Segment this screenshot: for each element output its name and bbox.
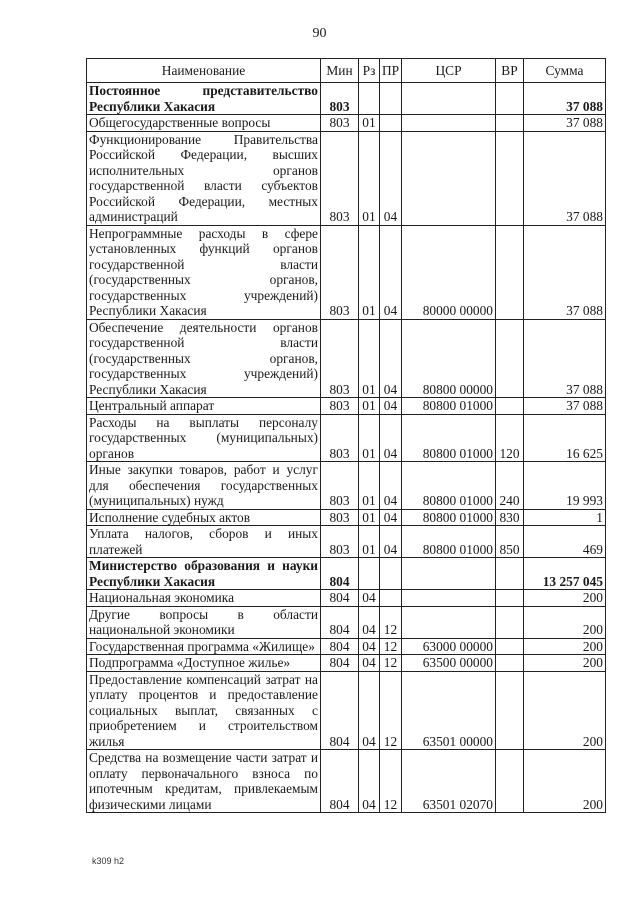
cell-rz: 04	[359, 750, 380, 813]
table-row	[87, 655, 606, 672]
table-row	[87, 606, 606, 638]
cell-pr	[380, 590, 402, 607]
cell-min: 803	[321, 83, 359, 115]
cell-sum: 37 088	[524, 398, 606, 415]
cell-vr	[496, 606, 524, 638]
table-row	[87, 671, 606, 750]
cell-csr: 80800 00000	[402, 319, 496, 398]
column-header-name: Наименование	[87, 59, 321, 83]
cell-rz: 04	[359, 671, 380, 750]
cell-pr: 12	[380, 655, 402, 672]
cell-rz: 01	[359, 526, 380, 558]
cell-vr	[496, 671, 524, 750]
cell-name: Национальная экономика	[87, 590, 321, 607]
cell-min: 804	[321, 558, 359, 590]
cell-csr: 63000 00000	[402, 638, 496, 655]
table-row	[87, 558, 606, 590]
cell-rz: 04	[359, 606, 380, 638]
cell-rz: 01	[359, 319, 380, 398]
cell-name: Подпрограмма «Доступное жилье»	[87, 655, 321, 672]
cell-pr	[380, 83, 402, 115]
cell-min: 804	[321, 750, 359, 813]
cell-name: Функционирование Правительства Российской Федерации, высших исполнительных органов государственной власти субъектов Российской Федерации, местных администраций	[87, 131, 321, 225]
cell-vr	[496, 83, 524, 115]
cell-vr	[496, 319, 524, 398]
cell-sum: 37 088	[524, 115, 606, 132]
table-row	[87, 131, 606, 225]
cell-min: 803	[321, 115, 359, 132]
cell-min: 803	[321, 526, 359, 558]
cell-name: Государственная программа «Жилище»	[87, 638, 321, 655]
cell-csr: 80800 01000	[402, 414, 496, 462]
cell-rz: 01	[359, 115, 380, 132]
cell-min: 803	[321, 398, 359, 415]
cell-pr: 04	[380, 462, 402, 510]
table-row	[87, 526, 606, 558]
cell-csr	[402, 131, 496, 225]
cell-pr	[380, 558, 402, 590]
cell-rz	[359, 558, 380, 590]
cell-rz: 01	[359, 225, 380, 319]
cell-csr: 80800 01000	[402, 509, 496, 526]
footer-code: k309 h2	[92, 856, 125, 866]
column-header-min: Мин	[321, 59, 359, 83]
cell-min: 803	[321, 225, 359, 319]
table-row	[87, 750, 606, 813]
cell-rz: 01	[359, 414, 380, 462]
page-number: 90	[312, 26, 327, 41]
cell-rz: 04	[359, 590, 380, 607]
cell-csr: 80000 00000	[402, 225, 496, 319]
column-header-vr: ВР	[496, 59, 524, 83]
cell-csr	[402, 606, 496, 638]
cell-min: 804	[321, 590, 359, 607]
column-header-rz: Рз	[359, 59, 380, 83]
cell-csr	[402, 115, 496, 132]
cell-pr: 04	[380, 319, 402, 398]
cell-min: 803	[321, 509, 359, 526]
cell-csr	[402, 590, 496, 607]
table-row	[87, 414, 606, 462]
cell-sum: 37 088	[524, 83, 606, 115]
cell-vr: 850	[496, 526, 524, 558]
table-row	[87, 115, 606, 132]
cell-csr: 63501 00000	[402, 671, 496, 750]
cell-sum: 200	[524, 606, 606, 638]
cell-pr: 12	[380, 638, 402, 655]
table-row	[87, 398, 606, 415]
cell-min: 803	[321, 131, 359, 225]
column-header-sum: Сумма	[524, 59, 606, 83]
table-row	[87, 638, 606, 655]
cell-rz: 01	[359, 462, 380, 510]
cell-sum: 200	[524, 671, 606, 750]
cell-vr	[496, 590, 524, 607]
table-row	[87, 462, 606, 510]
cell-vr	[496, 115, 524, 132]
cell-pr: 04	[380, 526, 402, 558]
cell-sum: 469	[524, 526, 606, 558]
cell-name: Другие вопросы в области национальной экономики	[87, 606, 321, 638]
cell-vr	[496, 638, 524, 655]
cell-name: Уплата налогов, сборов и иных платежей	[87, 526, 321, 558]
column-header-pr: ПР	[380, 59, 402, 83]
cell-vr: 240	[496, 462, 524, 510]
table-header	[87, 59, 606, 83]
cell-name: Непрограммные расходы в сфере установленных функций органов государственной власти (государственных органов, государственных учреждений) Республики Хакасия	[87, 225, 321, 319]
cell-rz: 04	[359, 638, 380, 655]
cell-pr: 04	[380, 414, 402, 462]
cell-min: 803	[321, 414, 359, 462]
cell-vr	[496, 558, 524, 590]
cell-sum: 37 088	[524, 225, 606, 319]
cell-pr: 12	[380, 606, 402, 638]
cell-sum: 1	[524, 509, 606, 526]
cell-name: Средства на возмещение части затрат и оплату первоначального взноса по ипотечным кредитам, привлекаемым физическими лицами	[87, 750, 321, 813]
cell-sum: 200	[524, 590, 606, 607]
cell-name: Исполнение судебных актов	[87, 509, 321, 526]
cell-csr: 63500 00000	[402, 655, 496, 672]
cell-csr: 63501 02070	[402, 750, 496, 813]
cell-sum: 13 257 045	[524, 558, 606, 590]
cell-min: 804	[321, 606, 359, 638]
table-row	[87, 590, 606, 607]
cell-pr: 04	[380, 225, 402, 319]
cell-name: Расходы на выплаты персоналу государственных (муниципальных) органов	[87, 414, 321, 462]
cell-rz: 01	[359, 509, 380, 526]
cell-pr: 04	[380, 398, 402, 415]
cell-name: Обеспечение деятельности органов государственной власти (государственных органов, государственных учреждений) Республики Хакасия	[87, 319, 321, 398]
cell-pr: 12	[380, 750, 402, 813]
table-row	[87, 509, 606, 526]
cell-vr	[496, 655, 524, 672]
cell-min: 804	[321, 655, 359, 672]
cell-min: 803	[321, 462, 359, 510]
cell-vr	[496, 225, 524, 319]
cell-pr	[380, 115, 402, 132]
cell-rz	[359, 83, 380, 115]
cell-min: 804	[321, 638, 359, 655]
cell-name: Общегосударственные вопросы	[87, 115, 321, 132]
cell-vr	[496, 398, 524, 415]
cell-rz: 01	[359, 131, 380, 225]
cell-csr: 80800 01000	[402, 398, 496, 415]
cell-sum: 200	[524, 655, 606, 672]
cell-csr	[402, 558, 496, 590]
cell-min: 804	[321, 671, 359, 750]
cell-name: Министерство образования и науки Республики Хакасия	[87, 558, 321, 590]
cell-min: 803	[321, 319, 359, 398]
cell-sum: 200	[524, 638, 606, 655]
column-header-csr: ЦСР	[402, 59, 496, 83]
cell-vr: 120	[496, 414, 524, 462]
cell-vr: 830	[496, 509, 524, 526]
cell-rz: 01	[359, 398, 380, 415]
cell-pr: 04	[380, 131, 402, 225]
cell-name: Иные закупки товаров, работ и услуг для обеспечения государственных (муниципальных) нужд	[87, 462, 321, 510]
cell-csr	[402, 83, 496, 115]
cell-sum: 200	[524, 750, 606, 813]
table-row	[87, 225, 606, 319]
cell-name: Предоставление компенсаций затрат на уплату процентов и предоставление социальных выплат, связанных с приобретением и строительством жилья	[87, 671, 321, 750]
cell-vr	[496, 131, 524, 225]
cell-sum: 16 625	[524, 414, 606, 462]
budget-table	[86, 58, 606, 813]
cell-csr: 80800 01000	[402, 462, 496, 510]
cell-sum: 37 088	[524, 131, 606, 225]
cell-sum: 19 993	[524, 462, 606, 510]
cell-sum: 37 088	[524, 319, 606, 398]
cell-name: Постоянное представительство Республики Хакасия	[87, 83, 321, 115]
cell-rz: 04	[359, 655, 380, 672]
cell-csr: 80800 01000	[402, 526, 496, 558]
table-row	[87, 83, 606, 115]
cell-name: Центральный аппарат	[87, 398, 321, 415]
table-row	[87, 319, 606, 398]
cell-pr: 04	[380, 509, 402, 526]
cell-pr: 12	[380, 671, 402, 750]
cell-vr	[496, 750, 524, 813]
